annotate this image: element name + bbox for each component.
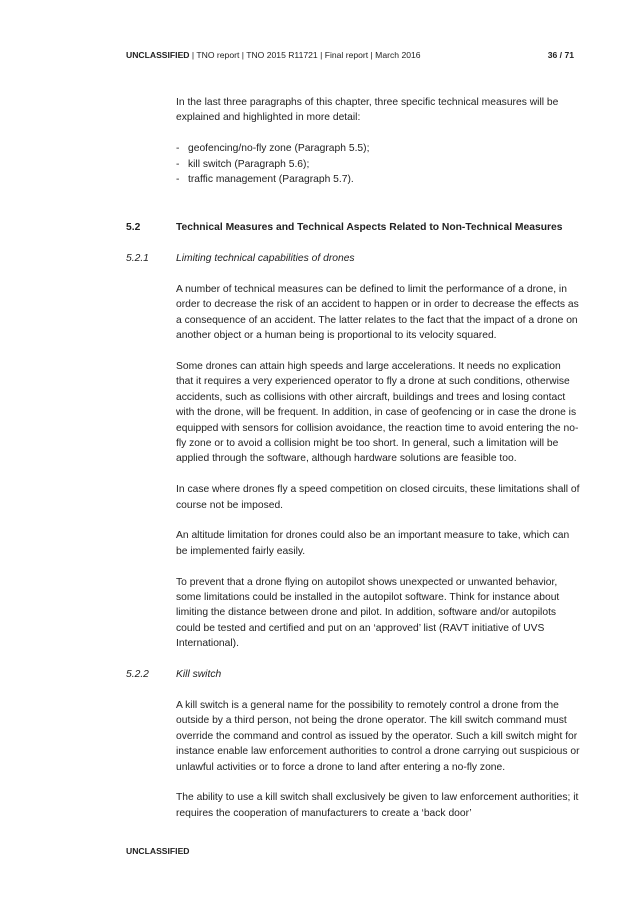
page-number: 36 / 71 (547, 50, 574, 60)
section-heading-5-2 (126, 220, 580, 235)
list-item: - geofencing/no-fly zone (Paragraph 5.5); (176, 141, 580, 156)
header-left (126, 49, 421, 61)
body-paragraph: The ability to use a kill switch shall exclusively be given to law enforcement authorities; it requires the cooperation of manufacturers to create a ‘back door’ (176, 792, 579, 819)
section-number: 5.2.1 (126, 253, 149, 265)
intro-block (176, 95, 580, 187)
header-classification: UNCLASSIFIED (126, 50, 190, 60)
page-footer: UNCLASSIFIED (126, 846, 190, 856)
section-heading-5-2-2 (126, 667, 580, 682)
body-paragraph: In case where drones fly a speed competition on closed circuits, these limitations shall of course not be imposed. (176, 484, 580, 511)
body-paragraph: Some drones can attain high speeds and large accelerations. It needs no explication that it requires a very experienced operator to fly a drone at such conditions, otherwise accidents, such as collisions with other aircraft, buildings and trees and losing contact with the drone, will be frequent. In addition, in case of geofencing or in case the drone is equipped with sensors for collision avoidance, the reaction time to avoid entering the no-fly zone or to avoid a collision might be too short. In general, such a limitation will be applied through the software, although hardware solutions are feasible too. (176, 361, 579, 465)
section-number: 5.2.2 (126, 669, 149, 681)
header-report-details: | TNO report | TNO 2015 R11721 | Final report | March 2016 (189, 50, 421, 60)
section-title: Technical Measures and Technical Aspects Related to Non-Technical Measures (176, 222, 563, 234)
body-paragraph: An altitude limitation for drones could also be an important measure to take, which can be implemented fairly easily. (176, 530, 570, 557)
section-5-2-1-body (176, 282, 580, 652)
section-title: Limiting technical capabilities of drones (176, 253, 355, 265)
section-number: 5.2 (126, 222, 141, 234)
section-5-2-2-body (176, 698, 580, 821)
intro-paragraph: In the last three paragraphs of this chapter, three specific technical measures will be explained and highlighted in more detail: (176, 97, 559, 124)
measures-list (176, 141, 580, 187)
section-heading-5-2-1 (126, 251, 580, 266)
list-item: - kill switch (Paragraph 5.6); (176, 157, 580, 172)
body-paragraph: A kill switch is a general name for the possibility to remotely control a drone from the outside by a third person, not being the drone operator. The kill switch command must override the command and control as issued by the operator. Such a kill switch might for instance enable law enforcement authorities to control a drone carrying out suspicious or unlawful activities or to force a drone to land after entering a no-fly zone. (176, 699, 580, 773)
body-paragraph: To prevent that a drone flying on autopilot shows unexpected or unwanted behavior, some limitations could be installed in the autopilot software. Think for instance about limiting the distance between drone and pilot. In addition, software and/or autopilots could be tested and certified and put on an ‘approved’ list (RAVT initiative of UVS International). (176, 576, 560, 650)
section-title: Kill switch (176, 669, 222, 681)
body-paragraph: A number of technical measures can be defined to limit the performance of a drone, in order to decrease the risk of an accident to happen or in order to decrease the effects as a consequence of an accident. The latter relates to the fact that the impact of a drone on another object or a human being is proportional to its velocity squared. (176, 284, 579, 342)
list-item: - traffic management (Paragraph 5.7). (176, 172, 580, 187)
page-content (126, 95, 580, 821)
page-header (126, 49, 574, 61)
